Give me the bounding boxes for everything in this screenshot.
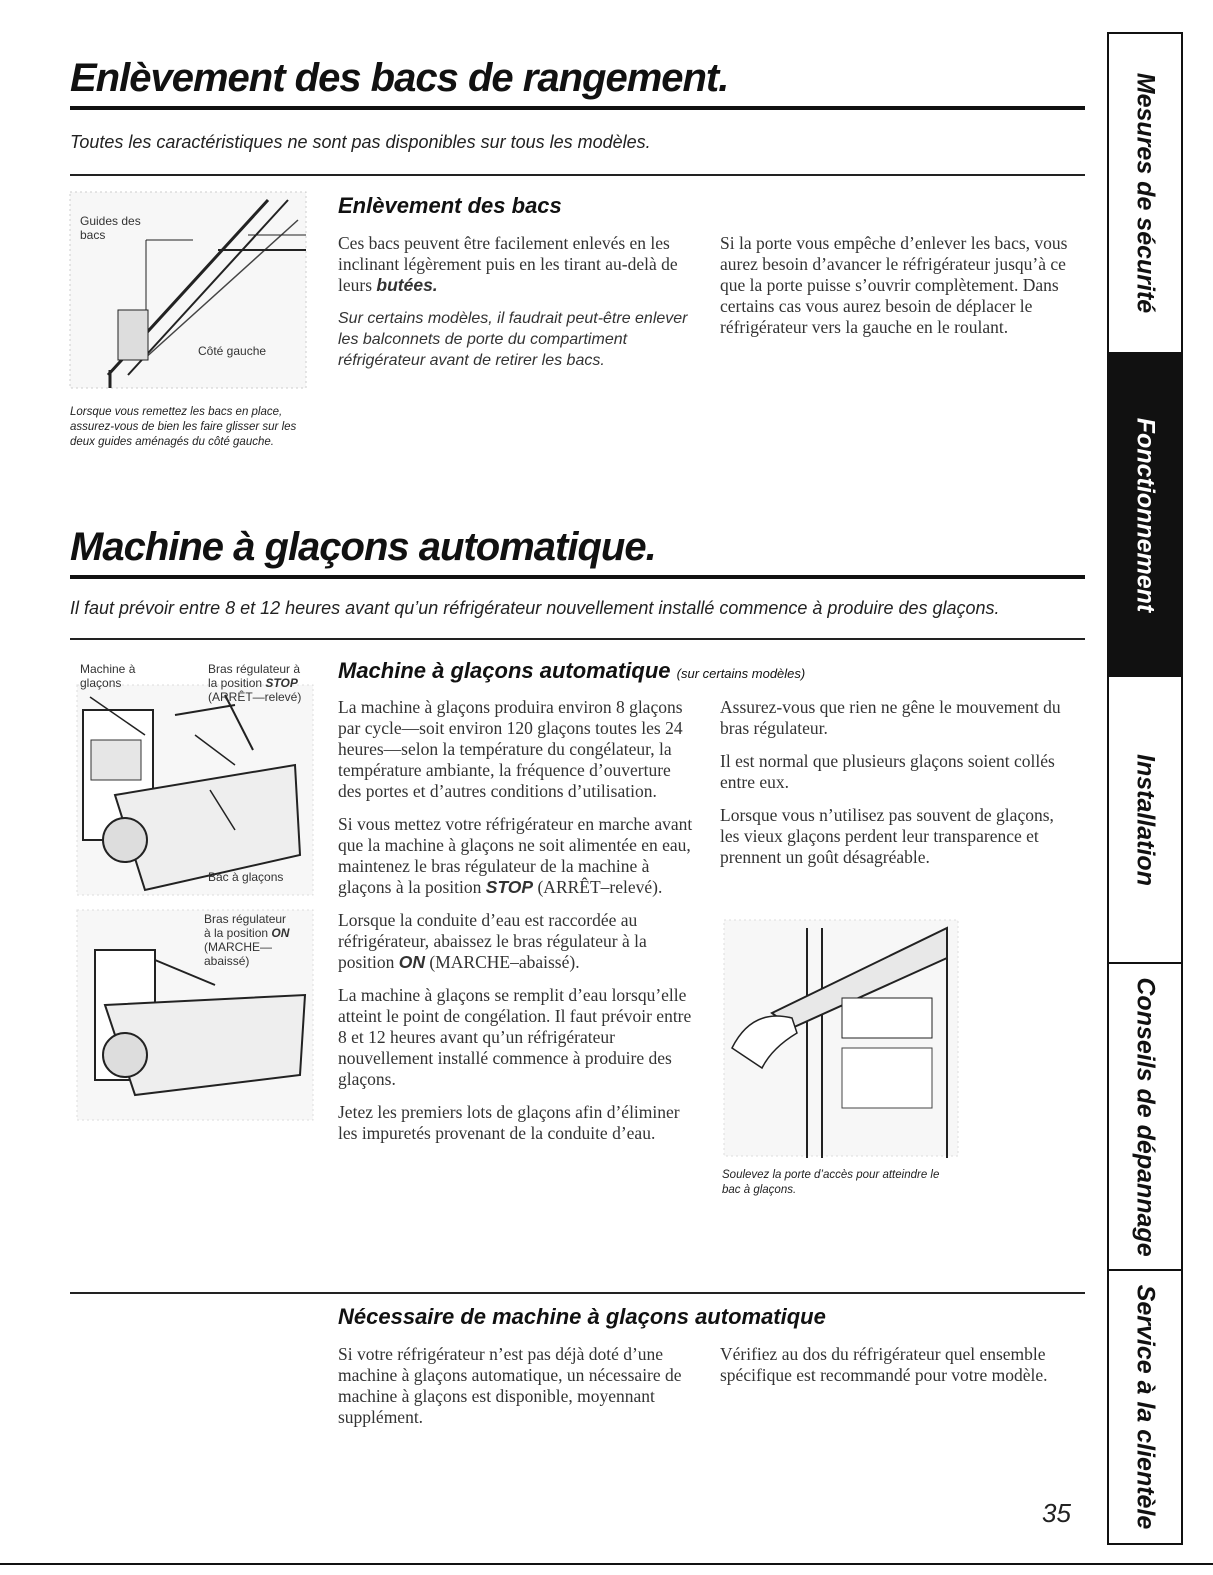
- ice-maker-illustration: [75, 655, 315, 1135]
- paragraph-machine-r2: Il est normal que plusieurs glaçons soient collés entre eux.: [720, 751, 1055, 792]
- tab-conseils-depannage[interactable]: Conseils de dépannage: [1131, 976, 1160, 1257]
- page-number: 35: [1042, 1498, 1071, 1528]
- paragraph-machine-r1: Assurez-vous que rien ne gêne le mouvement du bras régulateur.: [720, 697, 1061, 738]
- column-bacs-left: [338, 233, 698, 383]
- section-rule: [70, 174, 1085, 176]
- figure-caption-door: Soulevez la porte d’accès pour atteindre le bac à glaçons.: [722, 1169, 940, 1196]
- figure-label-bras-on: Bras régulateur à la position ON (MARCHE—abaissé): [204, 912, 290, 968]
- paragraph-bacs-1: Ces bacs peuvent être facilement enlevés en les inclinant légèrement puis en les tirant au-delà de leurs butées.: [338, 233, 678, 295]
- paragraph-necessaire-1: Si votre réfrigérateur n’est pas déjà doté d’une machine à glaçons automatique, un nécessaire de machine à glaçons est disponible, moyennant supplément.: [338, 1344, 682, 1427]
- figure-label-cote-gauche: Côté gauche: [198, 344, 267, 358]
- tab-mesures-securite[interactable]: Mesures de sécurité: [1131, 72, 1160, 314]
- figure-label-bac: Bac à glaçons: [208, 870, 284, 884]
- paragraph-machine-1: La machine à glaçons produira environ 8 glaçons par cycle—soit environ 120 glaçons toutes les 24 heures—selon la température du congélateur, la température ambiante, la fréquence d’ouverture des portes et d’autres conditions d’utilisation.: [338, 697, 683, 801]
- paragraph-machine-2: Si vous mettez votre réfrigérateur en marche avant que la machine à glaçons ne soit alimentée en eau, maintenez le bras régulateur de la machine à glaçons à la position STOP (ARRÊT–relevé).: [338, 814, 693, 897]
- title-rule: [70, 575, 1085, 579]
- paragraph-machine-r3: Lorsque vous n’utilisez pas souvent de glaçons, les vieux glaçons perdent leur transparence et prennent un goût désagréable.: [720, 805, 1054, 867]
- tab-fonctionnement[interactable]: Fonctionnement: [1109, 352, 1181, 677]
- section-title-bacs: Enlèvement des bacs de rangement.: [70, 56, 729, 100]
- figure-label-bras-stop: Bras régulateur à la position STOP (ARRÊT—relevé): [208, 662, 302, 704]
- page-bottom-rule: [0, 1563, 1213, 1565]
- paragraph-bacs-2: Sur certains modèles, il faudrait peut-être enlever les balconnets de porte du compartiment réfrigérateur avant de retirer les bacs.: [338, 310, 688, 369]
- paragraph-machine-4: La machine à glaçons se remplit d’eau lorsqu’elle atteint le point de congélation. Il faut prévoir entre 8 et 12 heures avant qu’un réfrigérateur nouvellement installé commence à produire des glaçons.: [338, 985, 692, 1089]
- heading-machine-glacons: Machine à glaçons automatique (sur certains modèles): [338, 658, 806, 683]
- column-machine-left: [338, 697, 693, 1156]
- tab-service-clientele[interactable]: Service à la clientèle: [1131, 1284, 1160, 1530]
- paragraph-bacs-3: Si la porte vous empêche d’enlever les bacs, vous aurez besoin d’avancer le réfrigérateur jusqu’à ce que la porte puisse s’ouvrir complètement. Dans certains cas vous aurez besoin de déplacer le réfrigérateur vers la gauche en le roulant.: [720, 233, 1068, 337]
- column-machine-right: [720, 697, 1075, 880]
- paragraph-machine-3: Lorsque la conduite d’eau est raccordée au réfrigérateur, abaissez le bras régulateur à la position ON (MARCHE–abaissé).: [338, 910, 647, 972]
- figure-label-guides: Guides des bacs: [80, 214, 141, 242]
- figure-label-machine: Machine à glaçons: [80, 662, 136, 690]
- paragraph-necessaire-2: Vérifiez au dos du réfrigérateur quel ensemble spécifique est recommandé pour votre modèle.: [720, 1344, 1048, 1385]
- access-door-illustration: [722, 918, 960, 1158]
- section-subtitle-bacs: Toutes les caractéristiques ne sont pas disponibles sur tous les modèles.: [70, 132, 651, 152]
- section-rule: [70, 638, 1085, 640]
- section-title-machine: Machine à glaçons automatique.: [70, 525, 656, 569]
- section-subtitle-machine: Il faut prévoir entre 8 et 12 heures avant qu’un réfrigérateur nouvellement installé commence à produire des glaçons.: [70, 598, 1000, 618]
- heading-enlevement-bacs: Enlèvement des bacs: [338, 193, 562, 218]
- figure-caption-bacs: Lorsque vous remettez les bacs en place, assurez-vous de bien les faire glisser sur les deux guides aménagés du côté gauche.: [70, 406, 297, 448]
- emphasis-butees: butées.: [376, 275, 438, 295]
- section-rule: [70, 1292, 1085, 1294]
- tab-installation[interactable]: Installation: [1131, 753, 1160, 886]
- heading-necessaire: Nécessaire de machine à glaçons automatique: [338, 1304, 826, 1329]
- section-tabs: [1107, 32, 1183, 1545]
- title-rule: [70, 106, 1085, 110]
- paragraph-machine-5: Jetez les premiers lots de glaçons afin d’éliminer les impuretés provenant de la conduite d’eau.: [338, 1102, 680, 1143]
